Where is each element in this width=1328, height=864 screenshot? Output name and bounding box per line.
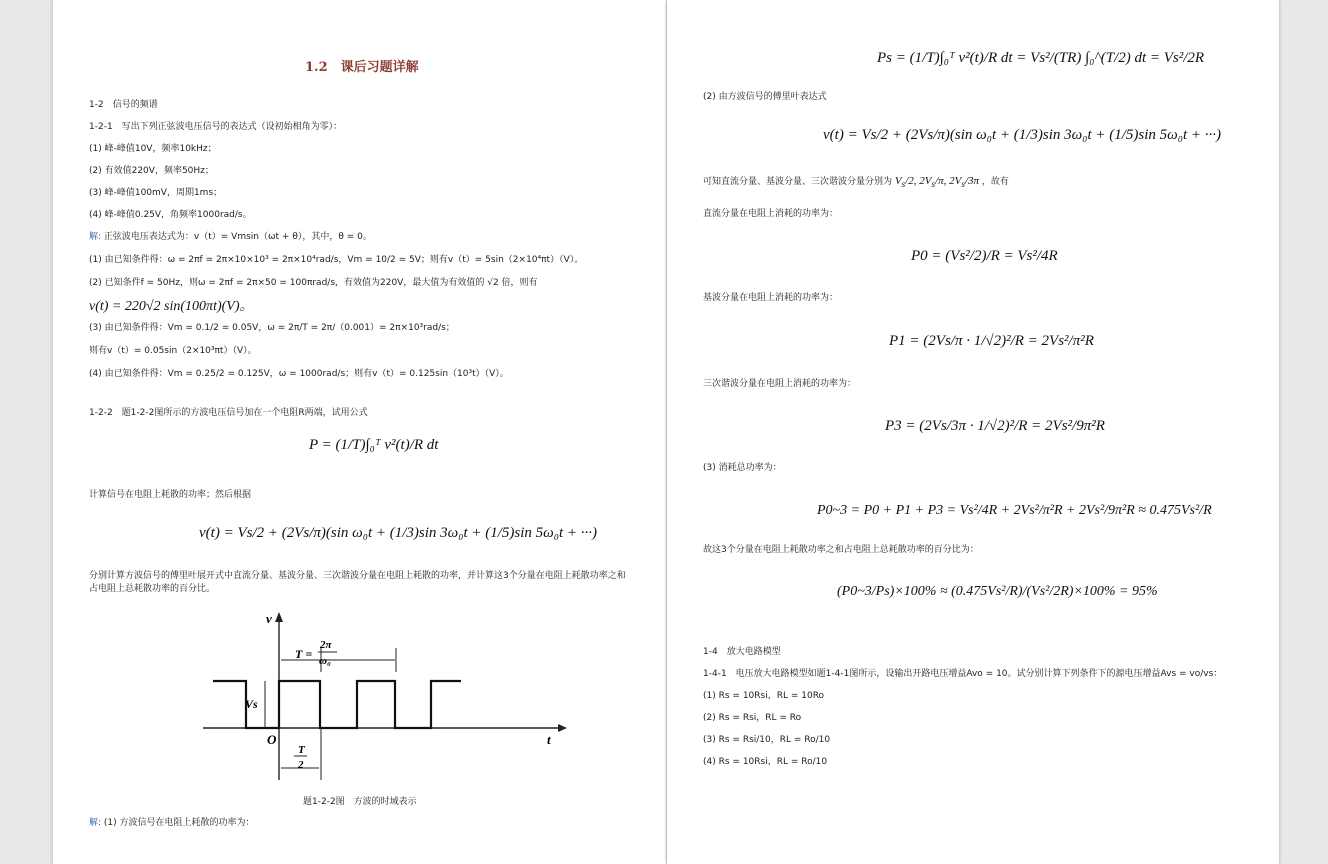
voltage-axis-arrow <box>275 612 283 622</box>
period-label-num: 2π <box>320 639 332 651</box>
section-title: 1.2 课后习题详解 <box>305 60 419 75</box>
heading-1-4: 1-4 放大电路模型 <box>703 647 781 657</box>
p3-formula: P3 = (2Vs/3π · 1/√2)²/R = 2Vs²/9π²R <box>885 418 1105 434</box>
paragraph: 三次谐波分量在电阻上消耗的功率为： <box>703 379 857 389</box>
p0-formula: P0 = (Vs²/2)/R = Vs²/4R <box>911 248 1058 264</box>
task-text: 占电阻上总耗散功率的百分比。 <box>89 584 216 594</box>
heading-1-2: 1-2 信号的频谱 <box>89 100 158 110</box>
solution-label: 解: <box>89 232 102 242</box>
period-label-den: ω₀ <box>319 655 331 667</box>
solution-intro <box>89 231 372 243</box>
paragraph: (3) 消耗总功率为： <box>703 463 782 473</box>
solution-2-text: (1) 方波信号在电阻上耗散的功率为： <box>103 818 255 828</box>
time-axis-arrow <box>558 724 567 732</box>
text-then: 计算信号在电阻上耗散的功率；然后根据 <box>89 490 252 500</box>
question-1-2-2: 1-2-2 题1-2-2图所示的方波电压信号加在一个电阻R两端，试用公式 <box>89 408 368 418</box>
solution-line: (1) 由已知条件得：ω = 2πf = 2π×10×10³ = 2π×10⁴rad/s，Vm = 10/2 = 5V；则有v（t）= 5sin（2×10⁴πt）（V）。 <box>89 255 584 265</box>
solution-line: (3) 由已知条件得：Vm = 0.1/2 = 0.05V，ω = 2π/T = 2π/（0.001）= 2π×10³rad/s； <box>89 323 455 333</box>
paragraph: 直流分量在电阻上消耗的功率为： <box>703 209 839 219</box>
question-item: (2) Rs = Rsi，RL = Ro <box>703 713 802 723</box>
amplitude-label: Vs <box>245 697 258 711</box>
question-item: (1) 峰-峰值10V，频率10kHz； <box>89 144 217 154</box>
question-item: (4) 峰-峰值0.25V，角频率1000rad/s。 <box>89 210 252 220</box>
document-page-left <box>53 0 666 864</box>
ps-formula: Ps = (1/T)∫₀ᵀ v²(t)/R dt = Vs²/(TR) ∫₀^(T/2) dt = Vs²/2R <box>877 50 1205 66</box>
solution-label: 解: <box>89 818 102 828</box>
question-item: (3) Rs = Rsi/10，RL = Ro/10 <box>703 735 831 745</box>
solution-2-line <box>89 817 255 829</box>
fourier-formula: v(t) = Vs/2 + (2Vs/π)(sin ω₀t + (1/3)sin 3ω₀t + (1/5)sin 5ω₀t + ···) <box>199 525 598 541</box>
paragraph: 基波分量在电阻上消耗的功率为： <box>703 293 839 303</box>
solution-intro-text: 正弦波电压表达式为：v（t）= Vmsin（ωt + θ），其中，θ = 0。 <box>103 232 372 242</box>
components-text <box>703 175 1009 190</box>
solution-equation: v(t) = 220√2 sin(100πt)(V)。 <box>89 299 254 314</box>
solution-line: (2) 已知条件f = 50Hz，则ω = 2πf = 2π×50 = 100πrad/s，有效值为220V，最大值为有效值的 √2 倍，则有 <box>89 278 538 288</box>
paragraph: 故这3个分量在电阻上耗散功率之和占电阻上总耗散功率的百分比为： <box>703 545 979 555</box>
paragraph: (2) 由方波信号的傅里叶表达式 <box>703 92 827 102</box>
solution-line: 则有v（t）= 0.05sin（2×10³πt）（V）。 <box>89 346 257 356</box>
v-axis-label: v <box>266 611 272 626</box>
ratio-formula: (P0~3/Ps)×100% ≈ (0.475Vs²/R)/(Vs²/2R)×100% = 95% <box>837 584 1158 599</box>
question-item: (2) 有效值220V，频率50Hz； <box>89 166 214 176</box>
question-item: (4) Rs = 10Rsi，RL = Ro/10 <box>703 757 828 767</box>
half-period-num: T <box>298 744 305 756</box>
p1-formula: P1 = (2Vs/π · 1/√2)²/R = 2Vs²/π²R <box>889 333 1094 349</box>
half-period-den: 2 <box>298 759 304 771</box>
question-item: (1) Rs = 10Rsi，RL = 10Ro <box>703 691 825 701</box>
question-1-4-1: 1-4-1 电压放大电路模型如题1-4-1图所示，设输出开路电压增益Avo = 10。试分别计算下列条件下的源电压增益Avs = vo/vs： <box>703 669 1223 679</box>
ptotal-formula: P0~3 = P0 + P1 + P3 = Vs²/4R + 2Vs²/π²R + 2Vs²/9π²R ≈ 0.475Vs²/R <box>817 503 1212 518</box>
document-page-right <box>667 0 1279 864</box>
figure-caption: 题1-2-2图 方波的时域表示 <box>303 797 417 807</box>
power-formula: P = (1/T)∫₀ᵀ v²(t)/R dt <box>309 437 439 453</box>
components-values: $V_s/2$, $2V_s/\pi$, $2V_s/3\pi$ <box>894 175 980 190</box>
components-text-pre: 可知直流分量、基波分量、三次谐波分量分别为 <box>703 177 893 187</box>
question-item: (3) 峰-峰值100mV，周期1ms； <box>89 188 223 198</box>
solution-line: (4) 由已知条件得：Vm = 0.25/2 = 0.125V，ω = 1000rad/s；则有v（t）= 0.125sin（10³t）（V）。 <box>89 369 509 379</box>
question-1-2-1: 1-2-1 写出下列正弦波电压信号的表达式（设初始相角为零）： <box>89 122 343 132</box>
components-text-post: ，故有 <box>981 177 1009 187</box>
period-label-lhs: T = <box>295 647 313 661</box>
origin-label: O <box>267 732 277 747</box>
task-text: 分别计算方波信号的傅里叶展开式中直流分量、基波分量、三次谐波分量在电阻上耗散的功率，并计算这3个分量在电阻上耗散功率之和 <box>89 571 626 581</box>
t-axis-label: t <box>547 732 551 747</box>
square-wave-figure <box>203 608 573 780</box>
fourier-formula: v(t) = Vs/2 + (2Vs/π)(sin ω₀t + (1/3)sin 3ω₀t + (1/5)sin 5ω₀t + ···) <box>823 127 1222 143</box>
